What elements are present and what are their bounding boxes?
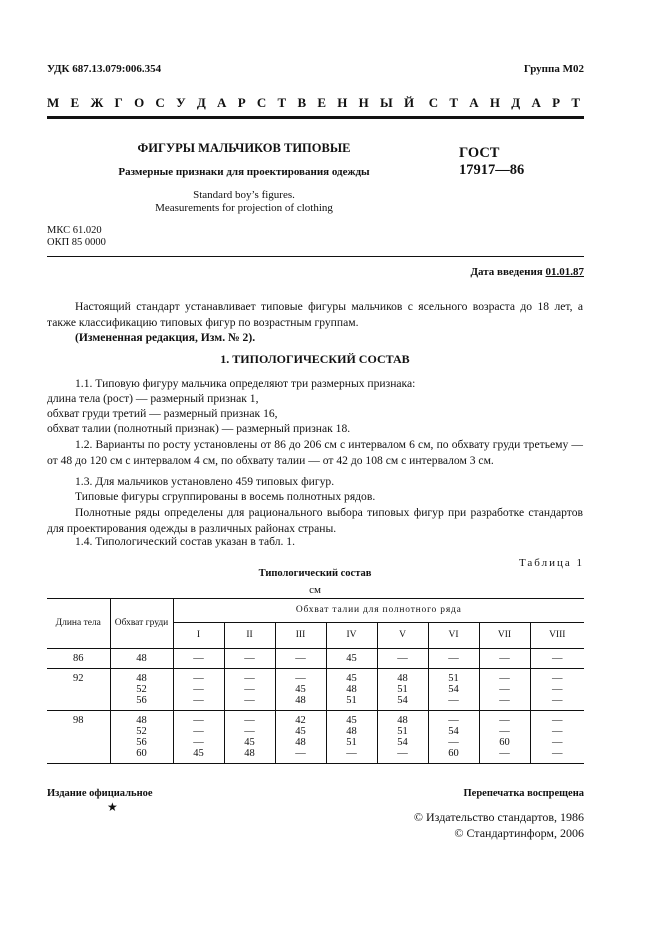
- para-1-1: 1.1. Типовую фигуру мальчика определяют три размерных признака:: [75, 377, 416, 390]
- waist-cell: —: [173, 684, 224, 695]
- rank-header: III: [275, 623, 326, 649]
- rank-header: VIII: [530, 623, 584, 649]
- para-1-4: 1.4. Типологический состав указан в табл. 1.: [75, 535, 295, 548]
- waist-cell: —: [224, 669, 275, 685]
- col-header-height: Длина тела: [47, 599, 110, 649]
- waist-cell: 51: [377, 684, 428, 695]
- udk-code: УДК 687.13.079:006.354: [47, 63, 162, 75]
- english-title-line-2: Measurements for projection of clothing: [155, 202, 333, 214]
- intro-amendment: (Измененная редакция, Изм. № 2).: [75, 331, 256, 344]
- waist-cell: 45: [224, 737, 275, 748]
- mks-code: МКС 61.020: [47, 225, 102, 236]
- chest-cell: 56: [110, 695, 173, 711]
- waist-cell: —: [428, 737, 479, 748]
- header-rule: [47, 116, 584, 119]
- waist-cell: 48: [224, 748, 275, 764]
- waist-cell: —: [377, 748, 428, 764]
- intro-paragraph: Настоящий стандарт устанавливает типовые фигуры мальчиков с ясельного возраста до 18 лет, а также классификацию типовых фигур по возрастным группам.: [47, 300, 583, 329]
- codes-rule: [47, 256, 584, 257]
- waist-cell: 51: [428, 669, 479, 685]
- table-body: [47, 649, 584, 764]
- waist-cell: —: [173, 695, 224, 711]
- waist-cell: 54: [377, 695, 428, 711]
- standard-subtitle: Размерные признаки для проектирования одежды: [118, 166, 370, 178]
- waist-cell: 45: [173, 748, 224, 764]
- feature-16: обхват груди третий — размерный признак 16,: [47, 407, 278, 420]
- waist-cell: —: [173, 649, 224, 669]
- table-row: [47, 695, 584, 711]
- waist-cell: —: [428, 649, 479, 669]
- height-cell: [47, 748, 110, 764]
- standard-title: ФИГУРЫ МАЛЬЧИКОВ ТИПОВЫЕ: [137, 141, 351, 155]
- waist-cell: —: [326, 748, 377, 764]
- waist-cell: 51: [326, 695, 377, 711]
- copyright-block: [414, 809, 584, 841]
- table-row: [47, 684, 584, 695]
- rank-header: V: [377, 623, 428, 649]
- waist-cell: —: [479, 669, 530, 685]
- chest-cell: 48: [110, 649, 173, 669]
- waist-cell: —: [530, 726, 584, 737]
- table-row: [47, 711, 584, 727]
- rank-header: II: [224, 623, 275, 649]
- waist-cell: —: [479, 748, 530, 764]
- table-label: Таблица 1: [518, 557, 584, 569]
- height-cell: 86: [47, 649, 110, 669]
- para-rows: Полнотные ряды определены для рационального выбора типовых фигур при разработке стандартов для проектирования одежды в различных районах страны.: [47, 506, 583, 535]
- waist-cell: 54: [428, 684, 479, 695]
- rank-header: I: [173, 623, 224, 649]
- gost-number: 17917—86: [459, 162, 525, 178]
- rank-header: VII: [479, 623, 530, 649]
- waist-cell: 51: [377, 726, 428, 737]
- waist-cell: —: [224, 711, 275, 727]
- english-title-line-1: Standard boy’s figures.: [193, 189, 295, 201]
- waist-cell: 45: [326, 669, 377, 685]
- para-1-2: 1.2. Варианты по росту установлены от 86 до 206 см с интервалом 6 см, по обхвату груди третьему — от 48 до 120 см с интервалом 4 см, по обхвату талии — от 42 до 108 см с интервалом 3 см.: [47, 438, 583, 467]
- reprint-notice: Перепечатка воспрещена: [463, 788, 584, 799]
- table-unit: см: [309, 584, 321, 596]
- waist-cell: 45: [275, 726, 326, 737]
- col-header-chest: Обхват груди: [110, 599, 173, 649]
- waist-cell: —: [530, 649, 584, 669]
- height-cell: [47, 726, 110, 737]
- effective-date: [470, 266, 584, 278]
- waist-cell: —: [224, 649, 275, 669]
- height-cell: [47, 684, 110, 695]
- waist-cell: —: [530, 748, 584, 764]
- chest-cell: 48: [110, 669, 173, 685]
- english-title: [47, 189, 441, 215]
- classification-codes: [47, 225, 106, 249]
- rank-header: VI: [428, 623, 479, 649]
- para-1-3: 1.3. Для мальчиков установлено 459 типовых фигур.: [75, 475, 335, 488]
- chest-cell: 48: [110, 711, 173, 727]
- waist-cell: 48: [377, 669, 428, 685]
- section-heading: 1. ТИПОЛОГИЧЕСКИЙ СОСТАВ: [220, 352, 410, 366]
- waist-cell: —: [173, 737, 224, 748]
- waist-cell: 60: [479, 737, 530, 748]
- waist-cell: 48: [326, 726, 377, 737]
- waist-cell: 45: [275, 684, 326, 695]
- waist-cell: 60: [428, 748, 479, 764]
- feature-1: длина тела (рост) — размерный признак 1,: [47, 392, 259, 405]
- table-title: Типологический состав: [258, 568, 372, 579]
- col-header-waist-group: Обхват талии для полнотного ряда: [173, 599, 584, 623]
- table-row: [47, 669, 584, 685]
- waist-cell: —: [428, 711, 479, 727]
- gost-designation: [459, 145, 524, 179]
- waist-cell: 48: [377, 711, 428, 727]
- chest-cell: 60: [110, 748, 173, 764]
- group-code: Группа М02: [523, 63, 584, 75]
- banner-right: С Т А Н Д А Р Т: [428, 95, 584, 110]
- waist-cell: —: [530, 695, 584, 711]
- official-edition: Издание официальное: [47, 788, 153, 799]
- waist-cell: —: [275, 669, 326, 685]
- waist-cell: —: [530, 669, 584, 685]
- height-cell: [47, 695, 110, 711]
- gost-label: ГОСТ: [459, 145, 500, 161]
- rank-header: IV: [326, 623, 377, 649]
- okp-code: ОКП 85 0000: [47, 237, 106, 248]
- waist-cell: —: [479, 711, 530, 727]
- waist-cell: —: [173, 669, 224, 685]
- height-cell: 98: [73, 715, 84, 726]
- chest-cell: 52: [110, 684, 173, 695]
- chest-cell: 56: [110, 737, 173, 748]
- waist-cell: 45: [326, 711, 377, 727]
- waist-cell: —: [173, 711, 224, 727]
- waist-cell: 54: [428, 726, 479, 737]
- feature-18: обхват талии (полнотный признак) — размерный признак 18.: [47, 422, 351, 435]
- waist-cell: —: [275, 649, 326, 669]
- waist-cell: 54: [377, 737, 428, 748]
- copyright-publisher: © Издательство стандартов, 1986: [413, 810, 584, 824]
- waist-cell: —: [428, 695, 479, 711]
- effective-date-value: 01.01.87: [545, 266, 584, 278]
- waist-cell: 48: [275, 737, 326, 748]
- waist-cell: —: [173, 726, 224, 737]
- height-cell: [47, 737, 110, 748]
- waist-cell: 45: [326, 649, 377, 669]
- waist-cell: —: [479, 684, 530, 695]
- waist-cell: 48: [326, 684, 377, 695]
- copyright-standartinform: © Стандартинформ, 2006: [454, 826, 584, 840]
- waist-cell: 51: [326, 737, 377, 748]
- waist-cell: —: [530, 711, 584, 727]
- waist-cell: —: [224, 684, 275, 695]
- table-row: [47, 726, 584, 737]
- table-row: [47, 748, 584, 764]
- table-row: [47, 649, 584, 669]
- table-row: [47, 737, 584, 748]
- waist-cell: —: [377, 649, 428, 669]
- height-cell: 92: [73, 673, 84, 684]
- waist-cell: —: [224, 695, 275, 711]
- waist-cell: —: [530, 684, 584, 695]
- banner-left: М Е Ж Г О С У Д А Р С Т В Е Н Н Ы Й: [47, 95, 419, 110]
- waist-cell: —: [275, 748, 326, 764]
- para-groups: Типовые фигуры сгруппированы в восемь полнотных рядов.: [75, 490, 376, 503]
- star-icon: ★: [107, 800, 118, 814]
- effective-date-label: Дата введения: [470, 266, 543, 278]
- waist-cell: 42: [275, 711, 326, 727]
- typology-table: [47, 598, 584, 764]
- waist-cell: —: [479, 726, 530, 737]
- waist-cell: 48: [275, 695, 326, 711]
- waist-cell: —: [224, 726, 275, 737]
- waist-cell: —: [530, 737, 584, 748]
- chest-cell: 52: [110, 726, 173, 737]
- waist-cell: —: [479, 649, 530, 669]
- waist-cell: —: [479, 695, 530, 711]
